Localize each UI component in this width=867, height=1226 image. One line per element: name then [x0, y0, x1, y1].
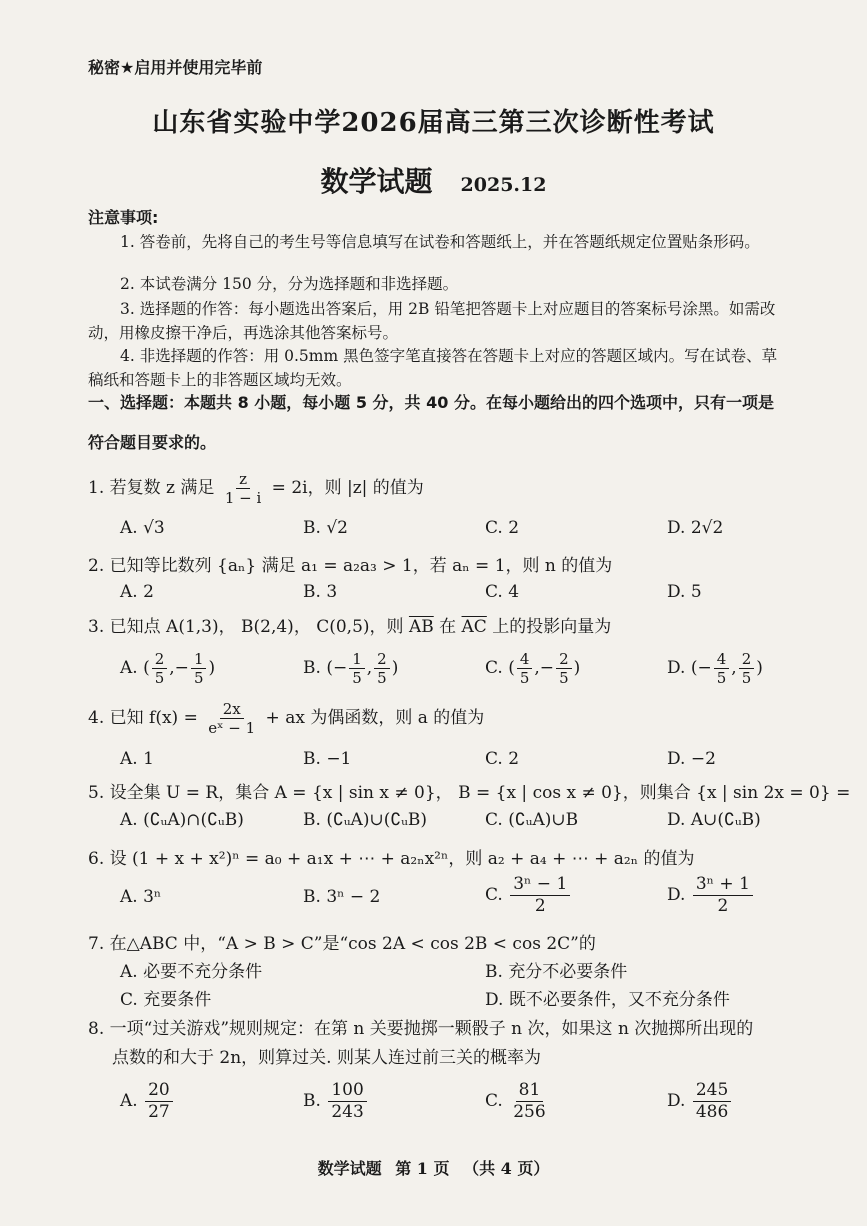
fraction [222, 470, 264, 507]
option-a: A. (∁ᵤA)∩(∁ᵤB) [120, 810, 244, 830]
option-c: C. (∁ᵤA)∪B [485, 810, 579, 830]
option-value: 2 [508, 749, 520, 769]
option-b: B. (∁ᵤA)∪(∁ᵤB) [303, 810, 428, 830]
option-a: A. 2 [120, 582, 154, 602]
question-number: 2. [88, 556, 105, 576]
vector-ab: $\overline{AB}$ [408, 617, 434, 637]
option-d: D. 2√2 [667, 518, 724, 538]
vector-ac: $\overline{AC}$ [461, 617, 487, 637]
question-number: 5. [88, 783, 105, 803]
question-text: 上的投影向量为 [492, 617, 612, 637]
question-text: 在 [439, 617, 457, 637]
note-item: 1. 答卷前，先将自己的考生号等信息填写在试卷和答题纸上，并在答题纸规定位置贴条形码。 [120, 233, 760, 251]
question-text: 已知等比数列 {aₙ} 满足 a₁ = a₂a₃ > 1，若 aₙ = 1，则 n 的值为 [109, 556, 613, 576]
denominator: 1 − i [224, 489, 262, 507]
option-value: 2 [508, 518, 520, 538]
page-footer [0, 1156, 867, 1179]
option-value: (∁ᵤA)∪(∁ᵤB) [326, 810, 428, 830]
question-text: = 2i，则 |z| 的值为 [271, 478, 424, 498]
option-c: C. 2 [485, 749, 520, 769]
option-value: (∁ᵤA)∪B [508, 810, 579, 830]
question-4 [88, 700, 484, 737]
option-a: A. $\frac{20}{27}$ [120, 1080, 175, 1123]
option-value: 充分不必要条件 [508, 962, 628, 982]
question-number: 8. [88, 1019, 105, 1039]
option-d: D. −2 [667, 749, 716, 769]
fraction [205, 700, 258, 737]
question-number: 1. [88, 478, 105, 498]
option-value: 3ⁿ [143, 887, 162, 907]
option-d: D. 5 [667, 582, 702, 602]
option-value: −1 [326, 749, 352, 769]
option-value: 2√2 [690, 518, 724, 538]
option-value: 3 [326, 582, 338, 602]
subject-title [0, 160, 867, 200]
denominator: eˣ − 1 [208, 719, 256, 737]
option-value: 充要条件 [143, 990, 212, 1010]
option-value: 2 [143, 582, 154, 602]
question-text: 已知 f(x) = [109, 708, 198, 728]
option-d: D. $\frac{\text{3ⁿ + 1}}{2}$ [667, 874, 755, 917]
option-value: −2 [690, 749, 716, 769]
footer-total: （共 4 页） [463, 1159, 550, 1178]
option-c: C. 4 [485, 582, 520, 602]
option-b: B. (− $\frac{1}{5}$ , $\frac{2}{5}$ ) [303, 650, 399, 687]
question-number: 7. [88, 934, 105, 954]
option-a: A. ( $\frac{2}{5}$ ,− $\frac{1}{5}$ ) [120, 650, 216, 687]
option-c: C. $\frac{\text{3ⁿ − 1}}{2}$ [485, 874, 572, 917]
option-b: B. 充分不必要条件 [485, 962, 628, 982]
numerator: 2x [220, 700, 244, 719]
option-b: B. 3 [303, 582, 338, 602]
option-value: 1 [143, 749, 154, 769]
subject-name: 数学试题 [320, 165, 433, 198]
secret-label: 秘密★启用并使用完毕前 [88, 58, 263, 77]
note-item: 3. 选择题的作答：每小题选出答案后，用 2B 铅笔把答题卡上对应题目的答案标号涂黑。如需改动，用橡皮擦干净后，再选涂其他答案标号。 [88, 300, 776, 342]
question-number: 3. [88, 617, 105, 637]
option-c: C. ( $\frac{4}{5}$ ,− $\frac{2}{5}$ ) [485, 650, 581, 687]
notes-title: 注意事项: [88, 208, 159, 227]
footer-page: 第 1 页 [395, 1159, 450, 1178]
option-b: B. −1 [303, 749, 352, 769]
question-text: 设 (1 + x + x²)ⁿ = a₀ + a₁x + ⋯ + a₂ₙx²ⁿ，则 a₂ + a₄ + ⋯ + a₂ₙ 的值为 [109, 849, 695, 869]
section-heading: 一、选择题：本题共 8 小题，每小题 5 分，共 40 分。在每小题给出的四个选项中，只有一项是符合题目要求的。 [88, 393, 774, 452]
option-a: A. 1 [120, 749, 154, 769]
note-item: 2. 本试卷满分 150 分，分为选择题和非选择题。 [120, 275, 459, 293]
question-text: 在△ABC 中，“A > B > C”是“cos 2A < cos 2B < cos 2C”的 [109, 934, 596, 954]
question-text: 设全集 U = R，集合 A = {x | sin x ≠ 0}， B = {x | cos x ≠ 0}，则集合 {x | sin 2x = 0} = [109, 783, 851, 803]
option-value: A∪(∁ᵤB) [690, 810, 761, 830]
question-7 [88, 929, 596, 954]
option-b: B. $\frac{100}{243}$ [303, 1080, 369, 1123]
question-5 [88, 778, 850, 803]
option-value: 必要不充分条件 [143, 962, 263, 982]
question-8 [88, 1014, 753, 1039]
option-b: B. 3ⁿ − 2 [303, 887, 381, 907]
option-value: (∁ᵤA)∩(∁ᵤB) [143, 810, 244, 830]
numerator: z [236, 470, 250, 489]
question-text: 已知点 A(1,3)， B(2,4)， C(0,5)，则 [109, 617, 404, 637]
question-2 [88, 551, 612, 576]
option-c: C. 充要条件 [120, 990, 212, 1010]
option-a: A. √3 [120, 518, 165, 538]
option-d: D. $\frac{245}{486}$ [667, 1080, 733, 1123]
school-title: 山东省实验中学2026届高三第三次诊断性考试 [152, 108, 715, 138]
option-a: A. 必要不充分条件 [120, 962, 263, 982]
exam-date: 2025.12 [460, 174, 547, 196]
option-value: √3 [143, 518, 165, 538]
question-8-line2: 点数的和大于 2n，则算过关. 则某人连过前三关的概率为 [112, 1048, 541, 1068]
option-value: 既不必要条件，又不充分条件 [508, 990, 730, 1010]
question-text: 一项“过关游戏”规则规定：在第 n 关要抛掷一颗骰子 n 次，如果这 n 次抛掷所出现的 [109, 1019, 754, 1039]
question-number: 6. [88, 849, 105, 869]
option-d: D. (− $\frac{4}{5}$ , $\frac{2}{5}$ ) [667, 650, 763, 687]
option-c: C. $\frac{81}{256}$ [485, 1080, 546, 1122]
question-1 [88, 470, 424, 507]
option-c: C. 2 [485, 518, 520, 538]
option-a: A. 3ⁿ [120, 887, 162, 907]
question-3 [88, 612, 611, 637]
option-d: D. 既不必要条件，又不充分条件 [485, 990, 730, 1010]
option-value: 5 [690, 582, 702, 602]
footer-subject: 数学试题 [317, 1159, 382, 1178]
question-text: + ax 为偶函数，则 a 的值为 [265, 708, 485, 728]
question-text: 若复数 z 满足 [109, 478, 215, 498]
option-value: 3ⁿ − 2 [326, 887, 381, 907]
note-item: 4. 非选择题的作答：用 0.5mm 黑色签字笔直接答在答题卡上对应的答题区域内。写在试卷、草稿纸和答题卡上的非答题区域均无效。 [88, 347, 778, 389]
option-d: D. A∪(∁ᵤB) [667, 810, 761, 830]
option-b: B. √2 [303, 518, 348, 538]
option-value: 4 [508, 582, 520, 602]
question-number: 4. [88, 708, 105, 728]
option-value: √2 [326, 518, 348, 538]
question-6 [88, 844, 695, 869]
